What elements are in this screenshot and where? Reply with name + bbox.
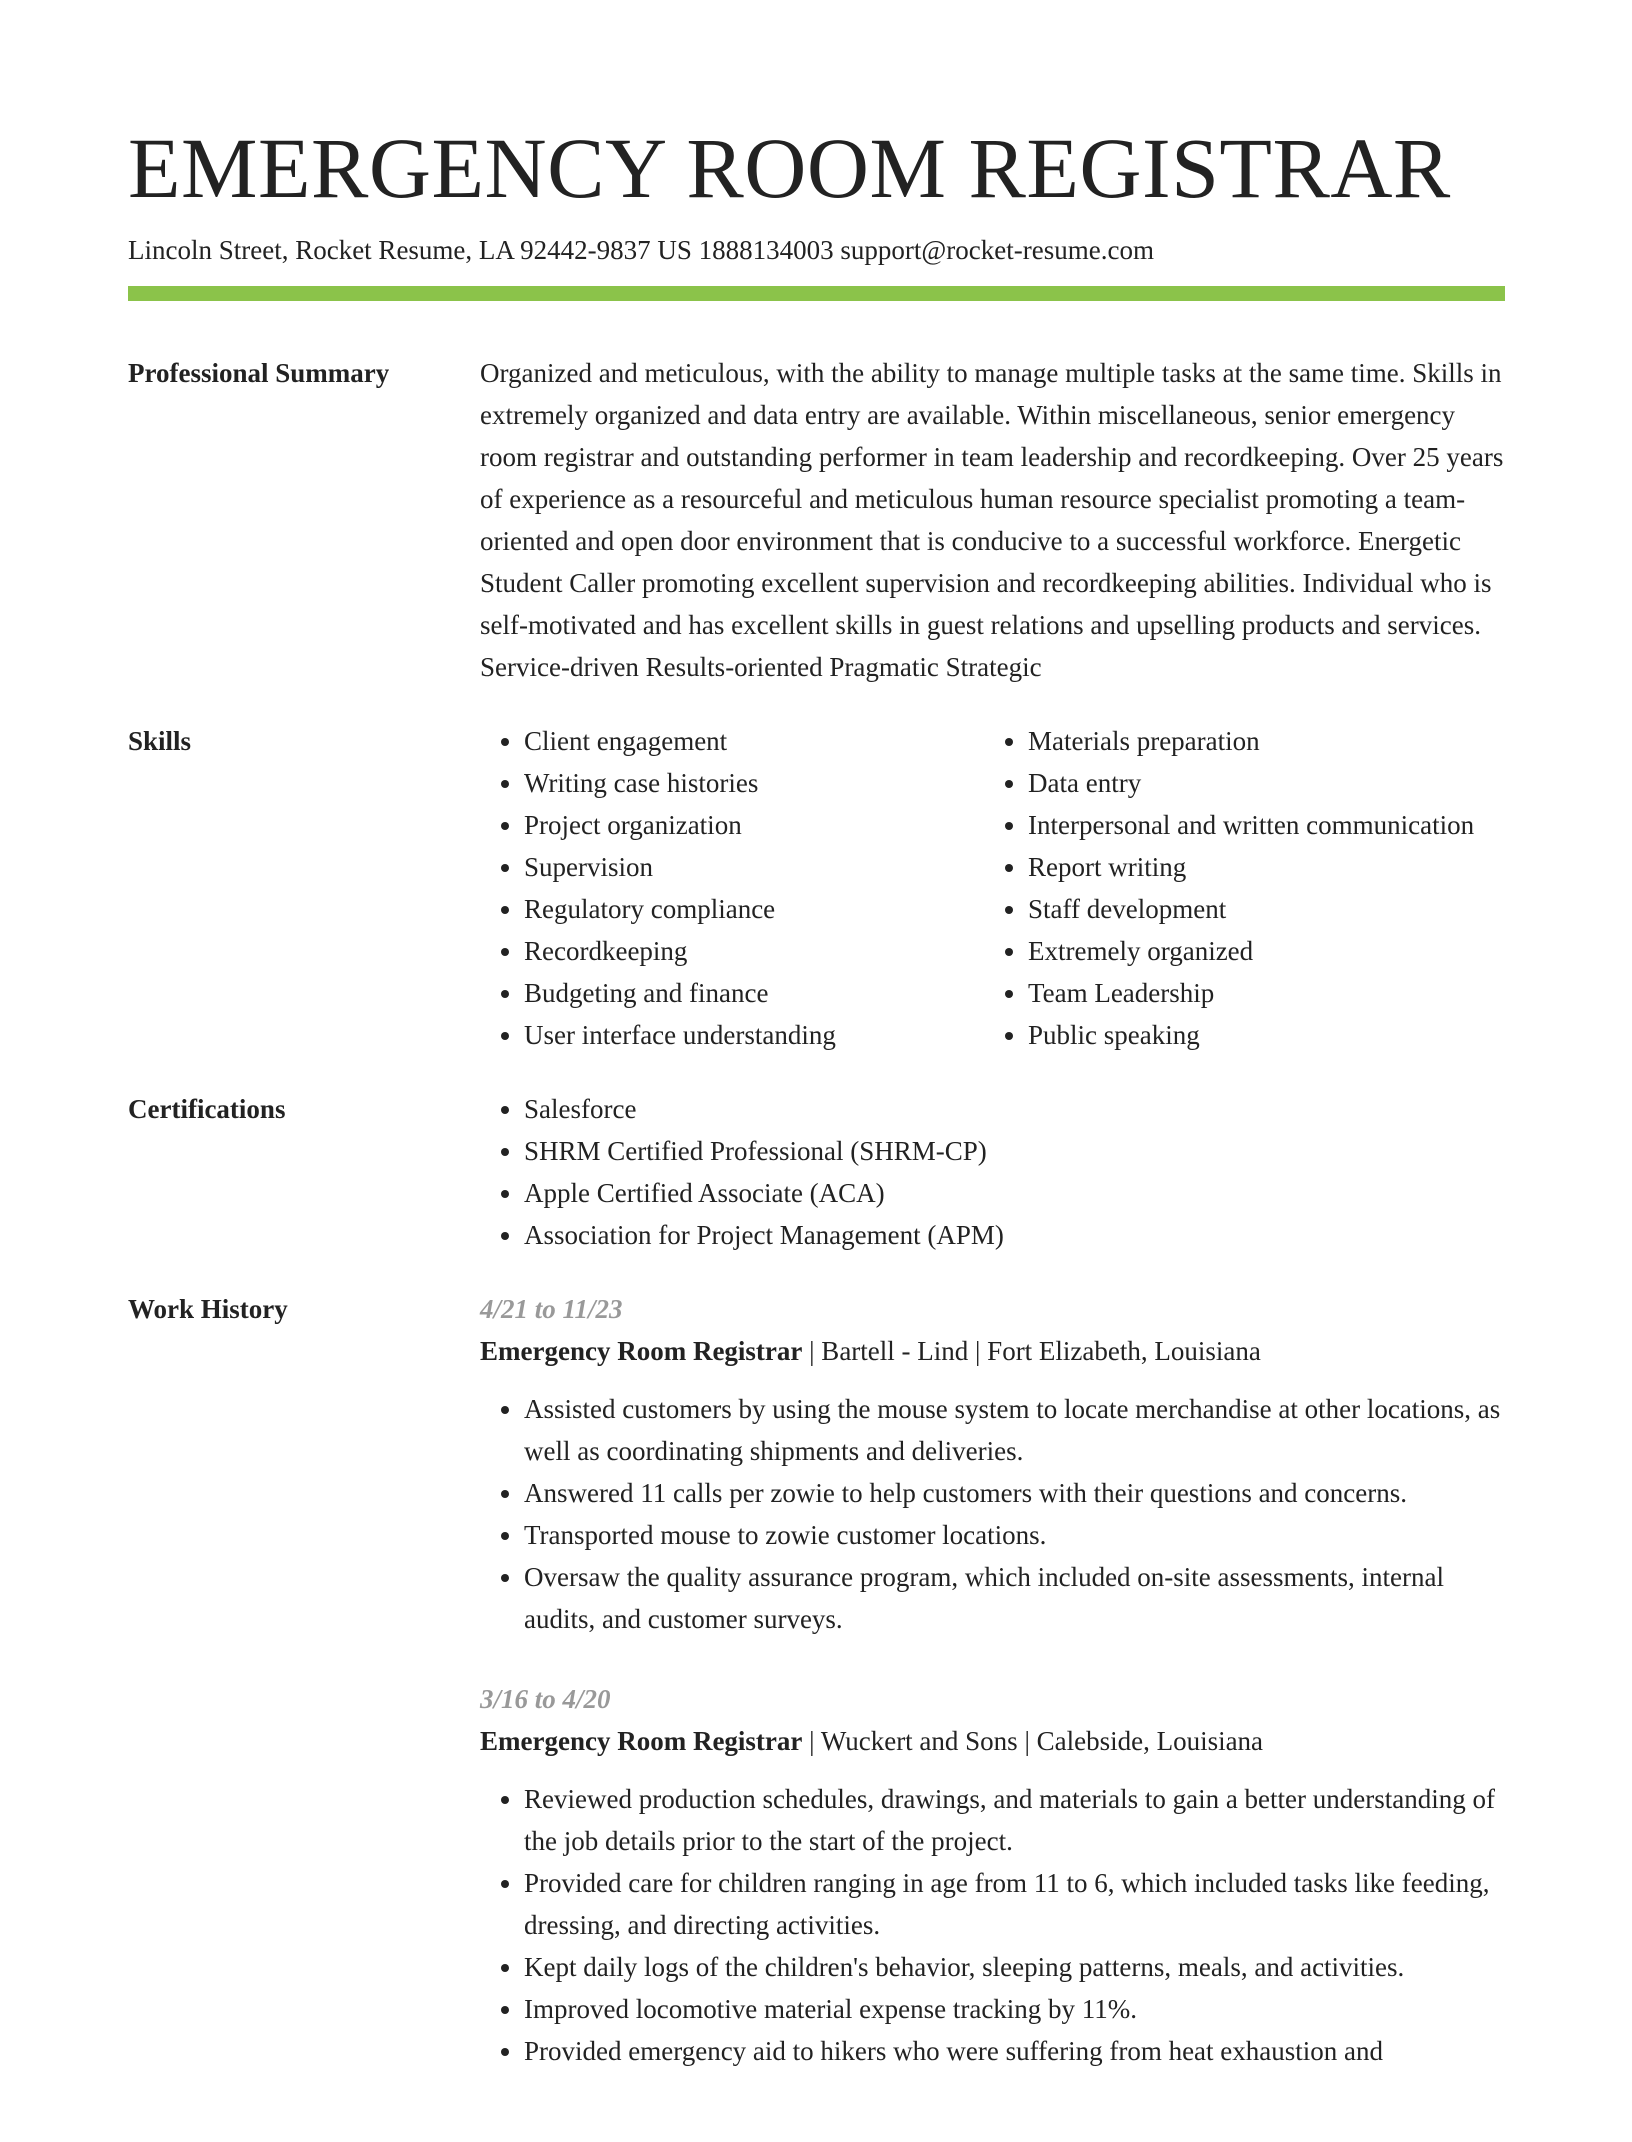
contact-line: Lincoln Street, Rocket Resume, LA 92442-9837 US 1888134003 support@rocket-resume.com bbox=[128, 235, 1154, 265]
skills-list-right bbox=[984, 720, 1474, 1056]
section-professional-summary bbox=[128, 352, 1505, 688]
accent-divider bbox=[128, 286, 1505, 301]
job-duties-list bbox=[480, 1778, 1505, 2072]
job-entry bbox=[480, 1678, 1505, 2072]
skill-item: • Writing case histories bbox=[524, 762, 984, 804]
skill-item: • Budgeting and finance bbox=[524, 972, 984, 1014]
job-duty: • Oversaw the quality assurance program, which included on-site assessments, internal audits, and customer surveys. bbox=[524, 1556, 1505, 1640]
candidate-title: EMERGENCY ROOM REGISTRAR bbox=[128, 120, 1451, 216]
job-duties-list bbox=[480, 1388, 1505, 1640]
skill-item: • Team Leadership bbox=[1028, 972, 1474, 1014]
section-certifications bbox=[128, 1088, 1505, 1256]
skill-item: • Materials preparation bbox=[1028, 720, 1474, 762]
job-title: Emergency Room Registrar bbox=[480, 1336, 803, 1366]
job-duty: • Kept daily logs of the children's behavior, sleeping patterns, meals, and activities. bbox=[524, 1946, 1505, 1988]
skill-item: • Public speaking bbox=[1028, 1014, 1474, 1056]
certifications-list bbox=[480, 1088, 1505, 1256]
job-dates: 4/21 to 11/23 bbox=[480, 1294, 623, 1324]
resume-content bbox=[128, 352, 1505, 2142]
section-title-certifications: Certifications bbox=[128, 1094, 286, 1124]
skill-item: • Recordkeeping bbox=[524, 930, 984, 972]
skill-item: • Extremely organized bbox=[1028, 930, 1474, 972]
summary-text: Organized and meticulous, with the ability to manage multiple tasks at the same time. Skills in extremely organized and data entry are available. Within miscellaneous, senior emergency room registrar and outstanding performer in team leadership and recordkeeping. Over 25 years of experience as a resourceful and meticulous human resource specialist promoting a team-oriented and open door environment that is conducive to a successful workforce. Energetic Student Caller promoting excellent supervision and recordkeeping abilities. Individual who is self-motivated and has excellent skills in guest relations and upselling products and services. Service-driven Results-oriented Pragmatic Strategic bbox=[480, 358, 1504, 682]
skill-item: • Regulatory compliance bbox=[524, 888, 984, 930]
skill-item: • Report writing bbox=[1028, 846, 1474, 888]
skill-item: • Staff development bbox=[1028, 888, 1474, 930]
skill-item: • User interface understanding bbox=[524, 1014, 984, 1056]
certification-item: • Apple Certified Associate (ACA) bbox=[524, 1172, 1505, 1214]
section-work-history bbox=[128, 1288, 1505, 2110]
job-duty: • Assisted customers by using the mouse system to locate merchandise at other locations, as well as coordinating shipments and deliveries. bbox=[524, 1388, 1505, 1472]
job-employer-location: | Bartell - Lind | Fort Elizabeth, Louisiana bbox=[802, 1336, 1261, 1366]
skill-item: • Data entry bbox=[1028, 762, 1474, 804]
section-skills bbox=[128, 720, 1505, 1056]
job-duty: • Transported mouse to zowie customer locations. bbox=[524, 1514, 1505, 1556]
skill-item: • Client engagement bbox=[524, 720, 984, 762]
certification-item: • Association for Project Management (APM) bbox=[524, 1214, 1505, 1256]
skill-item: • Supervision bbox=[524, 846, 984, 888]
job-heading bbox=[480, 1330, 1505, 1372]
skill-item: • Interpersonal and written communication bbox=[1028, 804, 1474, 846]
section-title-work-history: Work History bbox=[128, 1294, 288, 1324]
job-heading bbox=[480, 1720, 1505, 1762]
job-entry bbox=[480, 1288, 1505, 1640]
job-title: Emergency Room Registrar bbox=[480, 1726, 803, 1756]
job-duty: • Answered 11 calls per zowie to help customers with their questions and concerns. bbox=[524, 1472, 1505, 1514]
job-duty: • Improved locomotive material expense tracking by 11%. bbox=[524, 1988, 1505, 2030]
job-duty: • Provided care for children ranging in age from 11 to 6, which included tasks like feeding, dressing, and directing activities. bbox=[524, 1862, 1505, 1946]
job-duty: • Reviewed production schedules, drawings, and materials to gain a better understanding of the job details prior to the start of the project. bbox=[524, 1778, 1505, 1862]
certification-item: • SHRM Certified Professional (SHRM-CP) bbox=[524, 1130, 1505, 1172]
certification-item: • Salesforce bbox=[524, 1088, 1505, 1130]
skills-list-left bbox=[480, 720, 984, 1056]
job-duty: • Provided emergency aid to hikers who were suffering from heat exhaustion and bbox=[524, 2030, 1505, 2072]
skill-item: • Project organization bbox=[524, 804, 984, 846]
job-dates: 3/16 to 4/20 bbox=[480, 1684, 611, 1714]
section-title-summary: Professional Summary bbox=[128, 358, 390, 388]
job-employer-location: | Wuckert and Sons | Calebside, Louisiana bbox=[802, 1726, 1264, 1756]
section-title-skills: Skills bbox=[128, 726, 192, 756]
